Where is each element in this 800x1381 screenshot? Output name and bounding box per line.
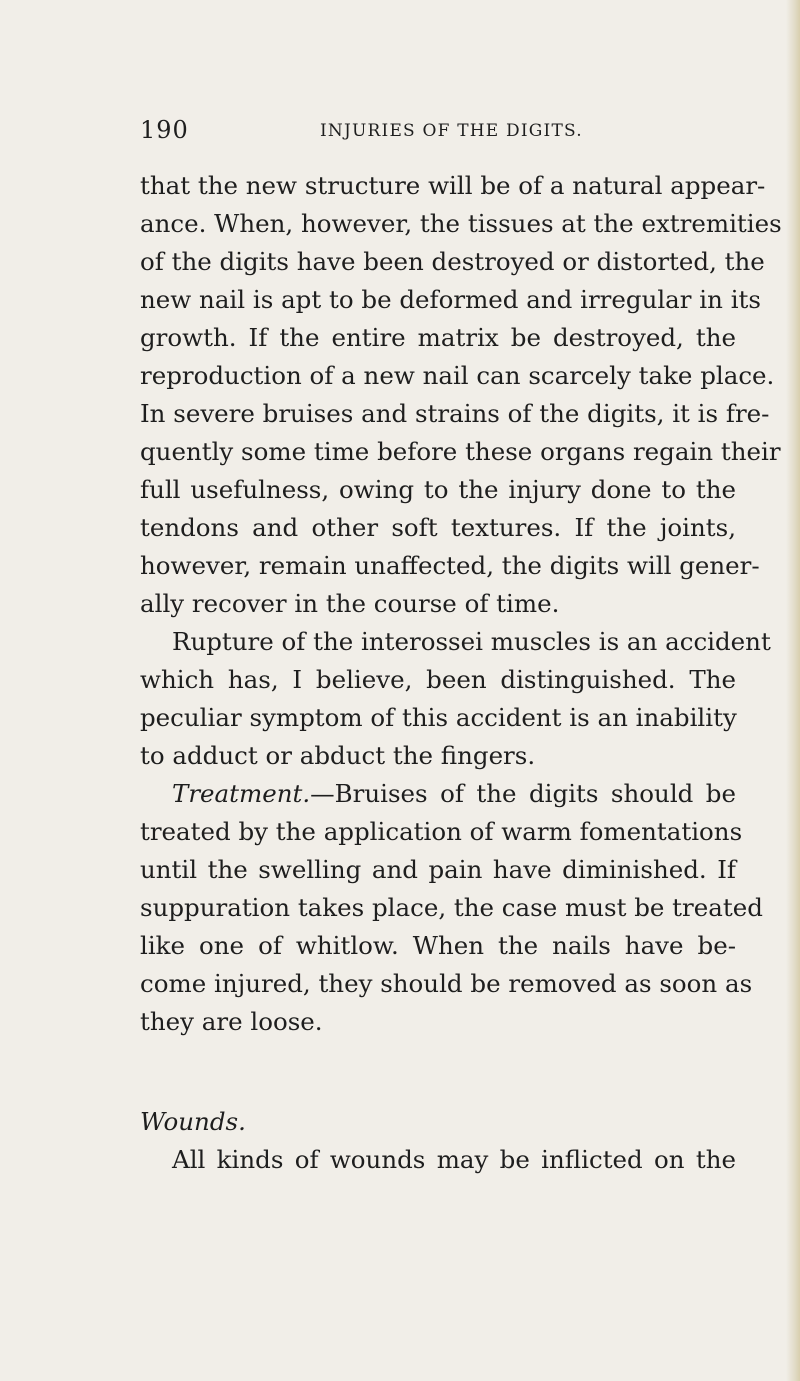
text-line: tendons and other soft textures. If the joints, [140, 513, 736, 542]
text-line: reproduction of a new nail can scarcely take place. [140, 361, 775, 390]
text-line: ally recover in the course of time. [140, 589, 560, 618]
text-line: full usefulness, owing to the injury done to the [140, 475, 736, 504]
text-line: until the swelling and pain have diminished. If [140, 855, 736, 884]
text-line [172, 779, 736, 809]
text-line: ance. When, however, the tissues at the extremities [140, 209, 782, 238]
text-line: peculiar symptom of this accident is an inability [140, 703, 737, 732]
text-line: come injured, they should be removed as soon as [140, 969, 753, 998]
section-heading: Wounds. [140, 1107, 246, 1136]
text-line: they are loose. [140, 1007, 323, 1036]
text-line: Rupture of the interossei muscles is an accident [172, 627, 771, 656]
text-line: All kinds of wounds may be inflicted on the [172, 1145, 736, 1174]
page-edge-shadow [786, 0, 800, 1381]
running-head: INJURIES OF THE DIGITS. [320, 121, 583, 141]
page-number: 190 [140, 116, 189, 144]
text-run: —Bruises of the digits should be [310, 779, 736, 808]
text-line: to adduct or abduct the fingers. [140, 741, 536, 770]
text-line: new nail is apt to be deformed and irregular in its [140, 285, 761, 314]
treatment-lead-in: Treatment. [172, 779, 311, 808]
text-line: treated by the application of warm fomentations [140, 817, 743, 846]
text-line: of the digits have been destroyed or distorted, the [140, 247, 765, 276]
page-header [140, 116, 740, 146]
text-line: In severe bruises and strains of the digits, it is fre- [140, 399, 770, 428]
text-line: quently some time before these organs regain their [140, 437, 781, 466]
text-line: that the new structure will be of a natural appear- [140, 171, 766, 200]
text-line: suppuration takes place, the case must be treated [140, 893, 763, 922]
text-line: however, remain unaffected, the digits will gener- [140, 551, 760, 580]
text-line: growth. If the entire matrix be destroyed, the [140, 323, 736, 352]
text-line: which has, I believe, been distinguished. The [140, 665, 736, 694]
text-line: like one of whitlow. When the nails have be- [140, 931, 736, 960]
